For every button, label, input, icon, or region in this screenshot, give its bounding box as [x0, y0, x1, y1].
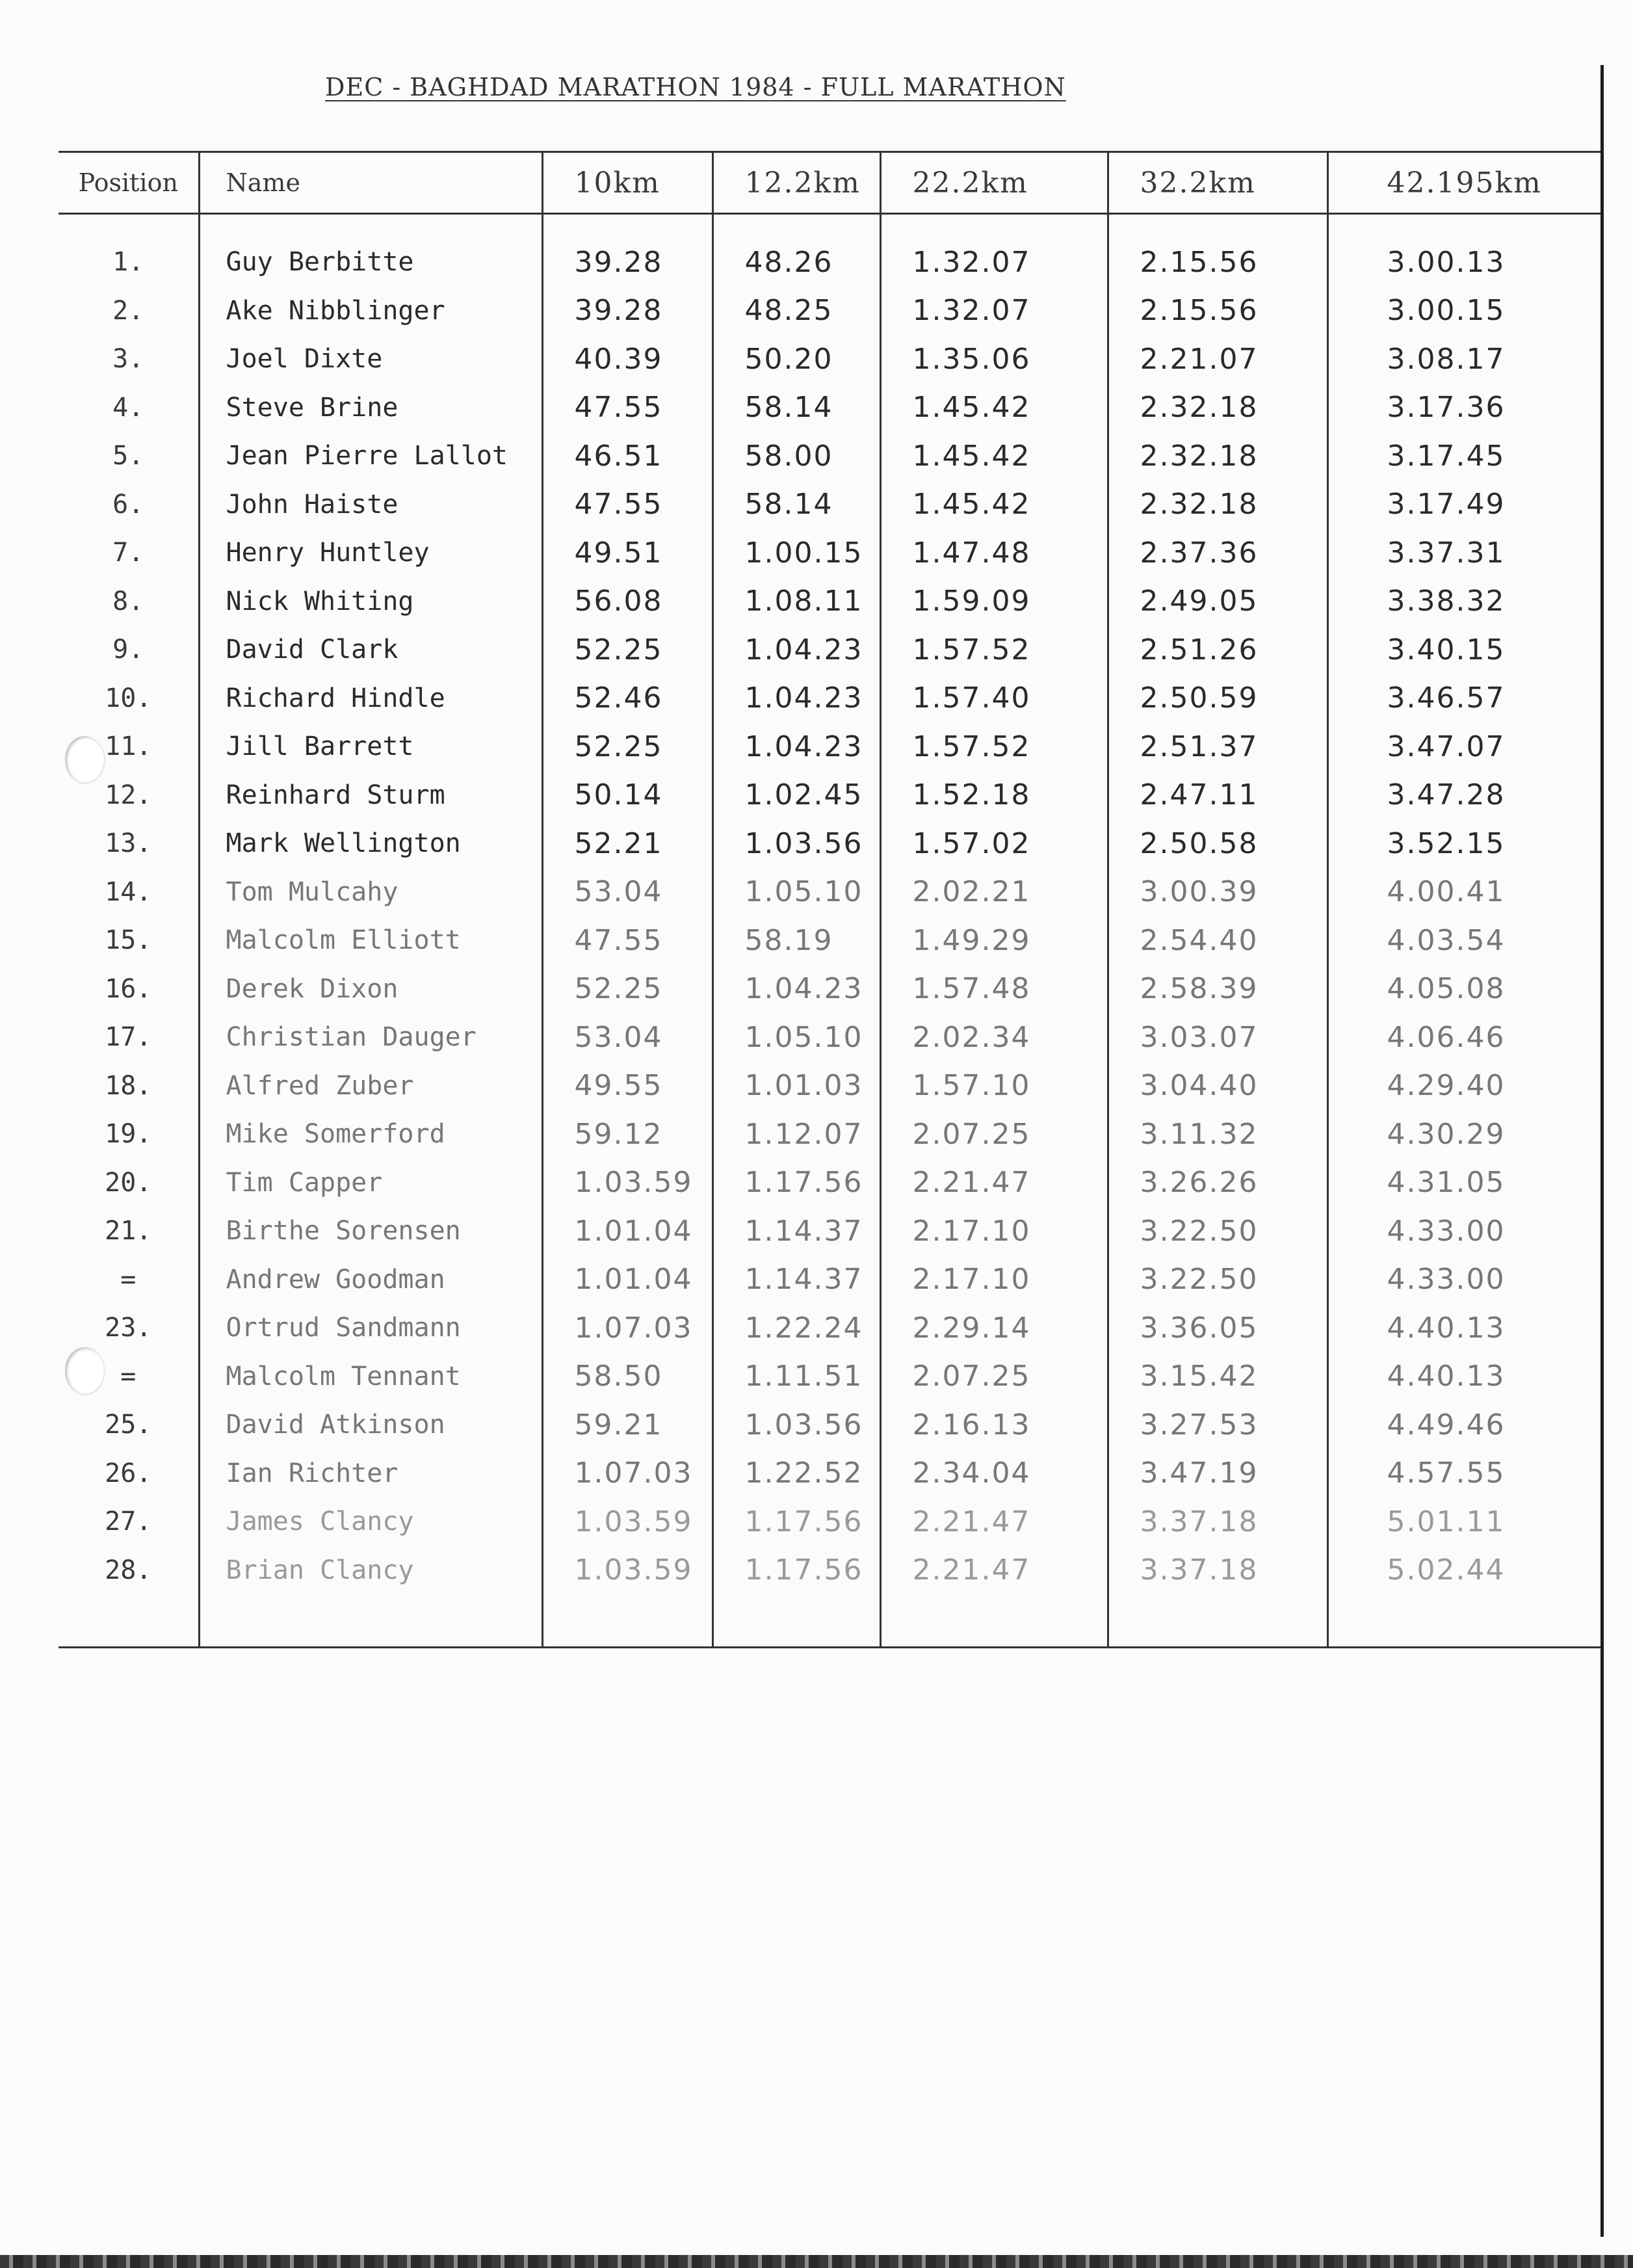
table-row [59, 1546, 1600, 1595]
split-32-2km-cell: 2.32.18 [1108, 432, 1327, 481]
position-cell: 12. [105, 780, 152, 810]
split-32-2km-cell: 3.37.18 [1108, 1546, 1327, 1595]
split-32-2km-cell: 2.37.36 [1108, 529, 1327, 577]
table-row [59, 335, 1600, 384]
position-cell: 8. [112, 586, 144, 616]
runner-name-cell: James Clancy [199, 1497, 542, 1546]
finish-time-cell: 4.57.55 [1327, 1449, 1600, 1498]
split-12-2km-cell: 50.20 [712, 335, 880, 384]
runner-name-cell: Brian Clancy [199, 1546, 542, 1595]
split-22-2km-cell: 2.21.47 [880, 1546, 1108, 1595]
split-10km-cell: 59.12 [542, 1110, 712, 1159]
split-12-2km-cell: 1.01.03 [712, 1062, 880, 1111]
split-12-2km-cell: 1.17.56 [712, 1159, 880, 1207]
finish-time-cell: 4.05.08 [1327, 965, 1600, 1014]
runner-name-cell: John Haiste [199, 481, 542, 529]
runner-name-cell: Henry Huntley [199, 529, 542, 577]
split-32-2km-cell: 2.32.18 [1108, 384, 1327, 432]
split-22-2km-cell: 1.45.42 [880, 432, 1108, 481]
runner-name-cell: David Atkinson [199, 1401, 542, 1449]
split-22-2km-cell: 2.02.21 [880, 868, 1108, 917]
split-32-2km-cell: 2.32.18 [1108, 481, 1327, 529]
runner-name-cell: Joel Dixte [199, 335, 542, 384]
runner-name-cell: Alfred Zuber [199, 1062, 542, 1111]
table-row [59, 1401, 1600, 1449]
split-12-2km-cell: 1.22.24 [712, 1304, 880, 1352]
split-22-2km-cell: 1.57.10 [880, 1062, 1108, 1111]
split-12-2km-cell: 1.00.15 [712, 529, 880, 577]
finish-time-cell: 3.00.13 [1327, 238, 1600, 287]
split-22-2km-cell: 2.21.47 [880, 1497, 1108, 1546]
finish-time-cell: 5.01.11 [1327, 1497, 1600, 1546]
header-name: Name [199, 152, 542, 214]
runner-name-cell: Tim Capper [199, 1159, 542, 1207]
position-cell: 5. [112, 441, 144, 471]
position-cell: 23. [105, 1313, 152, 1343]
split-10km-cell: 1.01.04 [542, 1207, 712, 1256]
split-22-2km-cell: 1.57.40 [880, 674, 1108, 723]
position-cell: 15. [105, 925, 152, 956]
split-10km-cell: 47.55 [542, 916, 712, 965]
split-12-2km-cell: 58.14 [712, 384, 880, 432]
split-10km-cell: 1.07.03 [542, 1449, 712, 1498]
runner-name-cell: Ian Richter [199, 1449, 542, 1498]
split-22-2km-cell: 1.45.42 [880, 481, 1108, 529]
split-32-2km-cell: 3.37.18 [1108, 1497, 1327, 1546]
split-22-2km-cell: 2.07.25 [880, 1110, 1108, 1159]
runner-name-cell: Birthe Sorensen [199, 1207, 542, 1256]
table-row [59, 722, 1600, 771]
split-22-2km-cell: 2.02.34 [880, 1013, 1108, 1062]
split-12-2km-cell: 1.03.56 [712, 819, 880, 868]
position-cell: 7. [112, 538, 144, 568]
split-22-2km-cell: 2.17.10 [880, 1256, 1108, 1304]
split-32-2km-cell: 3.04.40 [1108, 1062, 1327, 1111]
finish-time-cell: 3.08.17 [1327, 335, 1600, 384]
split-10km-cell: 52.25 [542, 722, 712, 771]
split-12-2km-cell: 58.19 [712, 916, 880, 965]
position-cell: 2. [112, 295, 144, 326]
document-title: DEC - BAGHDAD MARATHON 1984 - FULL MARATHON [325, 73, 1066, 101]
split-32-2km-cell: 2.50.59 [1108, 674, 1327, 723]
finish-time-cell: 3.46.57 [1327, 674, 1600, 723]
split-32-2km-cell: 3.26.26 [1108, 1159, 1327, 1207]
split-12-2km-cell: 58.14 [712, 481, 880, 529]
split-10km-cell: 56.08 [542, 577, 712, 626]
split-22-2km-cell: 2.16.13 [880, 1401, 1108, 1449]
split-32-2km-cell: 2.15.56 [1108, 287, 1327, 336]
split-10km-cell: 1.07.03 [542, 1304, 712, 1352]
runner-name-cell: Mark Wellington [199, 819, 542, 868]
split-22-2km-cell: 1.45.42 [880, 384, 1108, 432]
split-22-2km-cell: 1.57.48 [880, 965, 1108, 1014]
finish-time-cell: 4.00.41 [1327, 868, 1600, 917]
split-10km-cell: 1.01.04 [542, 1256, 712, 1304]
split-10km-cell: 1.03.59 [542, 1497, 712, 1546]
header-10km: 10km [542, 152, 712, 214]
position-cell: 1. [112, 247, 144, 278]
position-cell: 25. [105, 1410, 152, 1440]
split-32-2km-cell: 2.21.07 [1108, 335, 1327, 384]
split-22-2km-cell: 2.07.25 [880, 1352, 1108, 1401]
split-10km-cell: 39.28 [542, 238, 712, 287]
finish-time-cell: 4.33.00 [1327, 1207, 1600, 1256]
header-position: Position [59, 152, 199, 214]
position-cell: 3. [112, 344, 144, 375]
table-row [59, 771, 1600, 820]
split-10km-cell: 47.55 [542, 384, 712, 432]
split-12-2km-cell: 1.05.10 [712, 868, 880, 917]
split-22-2km-cell: 1.32.07 [880, 287, 1108, 336]
split-12-2km-cell: 1.02.45 [712, 771, 880, 820]
finish-time-cell: 4.29.40 [1327, 1062, 1600, 1111]
split-32-2km-cell: 3.11.32 [1108, 1110, 1327, 1159]
runner-name-cell: Christian Dauger [199, 1013, 542, 1062]
split-22-2km-cell: 1.35.06 [880, 335, 1108, 384]
split-32-2km-cell: 2.49.05 [1108, 577, 1327, 626]
split-22-2km-cell: 2.17.10 [880, 1207, 1108, 1256]
split-22-2km-cell: 1.57.52 [880, 626, 1108, 674]
table-row [59, 1110, 1600, 1159]
table-row [59, 1449, 1600, 1498]
finish-time-cell: 4.03.54 [1327, 916, 1600, 965]
split-10km-cell: 52.25 [542, 965, 712, 1014]
split-22-2km-cell: 1.57.02 [880, 819, 1108, 868]
split-10km-cell: 1.03.59 [542, 1546, 712, 1595]
runner-name-cell: David Clark [199, 626, 542, 674]
table-row [59, 1013, 1600, 1062]
finish-time-cell: 3.00.15 [1327, 287, 1600, 336]
runner-name-cell: Jean Pierre Lallot [199, 432, 542, 481]
split-32-2km-cell: 3.27.53 [1108, 1401, 1327, 1449]
split-12-2km-cell: 1.22.52 [712, 1449, 880, 1498]
split-22-2km-cell: 1.59.09 [880, 577, 1108, 626]
runner-name-cell: Malcolm Elliott [199, 916, 542, 965]
runner-name-cell: Jill Barrett [199, 722, 542, 771]
split-22-2km-cell: 1.52.18 [880, 771, 1108, 820]
runner-name-cell: Guy Berbitte [199, 238, 542, 287]
position-cell: 28. [105, 1555, 152, 1585]
table-row [59, 432, 1600, 481]
table-row [59, 1352, 1600, 1401]
split-10km-cell: 47.55 [542, 481, 712, 529]
finish-time-cell: 3.52.15 [1327, 819, 1600, 868]
header-12-2km: 12.2km [712, 152, 880, 214]
split-32-2km-cell: 3.00.39 [1108, 868, 1327, 917]
position-cell: 26. [105, 1458, 152, 1488]
position-cell: 17. [105, 1022, 152, 1053]
split-32-2km-cell: 3.22.50 [1108, 1256, 1327, 1304]
split-32-2km-cell: 3.47.19 [1108, 1449, 1327, 1498]
page-edge-shadow-right [1600, 65, 1604, 2237]
runner-name-cell: Derek Dixon [199, 965, 542, 1014]
split-12-2km-cell: 1.04.23 [712, 674, 880, 723]
table-bottom-row [59, 1594, 1600, 1648]
split-10km-cell: 59.21 [542, 1401, 712, 1449]
finish-time-cell: 4.49.46 [1327, 1401, 1600, 1449]
table-row [59, 529, 1600, 577]
split-12-2km-cell: 1.12.07 [712, 1110, 880, 1159]
position-cell: 13. [105, 828, 152, 859]
split-32-2km-cell: 2.15.56 [1108, 238, 1327, 287]
finish-time-cell: 3.47.07 [1327, 722, 1600, 771]
header-row [59, 152, 1600, 214]
table-row [59, 1497, 1600, 1546]
split-12-2km-cell: 1.04.23 [712, 722, 880, 771]
header-42-195km: 42.195km [1327, 152, 1600, 214]
split-12-2km-cell: 48.26 [712, 238, 880, 287]
finish-time-cell: 5.02.44 [1327, 1546, 1600, 1595]
table-row [59, 287, 1600, 336]
split-10km-cell: 49.51 [542, 529, 712, 577]
runner-name-cell: Ortrud Sandmann [199, 1304, 542, 1352]
split-32-2km-cell: 2.58.39 [1108, 965, 1327, 1014]
position-cell: = [120, 1264, 137, 1295]
spacer-row [59, 214, 1600, 239]
table-row [59, 965, 1600, 1014]
finish-time-cell: 3.40.15 [1327, 626, 1600, 674]
split-12-2km-cell: 1.05.10 [712, 1013, 880, 1062]
table-row [59, 238, 1600, 287]
table-row [59, 1159, 1600, 1207]
table-row [59, 1207, 1600, 1256]
split-32-2km-cell: 2.54.40 [1108, 916, 1327, 965]
split-12-2km-cell: 1.03.56 [712, 1401, 880, 1449]
finish-time-cell: 3.37.31 [1327, 529, 1600, 577]
position-cell: 27. [105, 1507, 152, 1537]
split-22-2km-cell: 2.21.47 [880, 1159, 1108, 1207]
table-row [59, 1256, 1600, 1304]
split-10km-cell: 53.04 [542, 868, 712, 917]
split-12-2km-cell: 1.11.51 [712, 1352, 880, 1401]
split-22-2km-cell: 1.32.07 [880, 238, 1108, 287]
split-12-2km-cell: 1.17.56 [712, 1546, 880, 1595]
table-row [59, 1304, 1600, 1352]
runner-name-cell: Mike Somerford [199, 1110, 542, 1159]
split-32-2km-cell: 3.15.42 [1108, 1352, 1327, 1401]
split-10km-cell: 39.28 [542, 287, 712, 336]
split-10km-cell: 50.14 [542, 771, 712, 820]
finish-time-cell: 3.17.49 [1327, 481, 1600, 529]
finish-time-cell: 3.47.28 [1327, 771, 1600, 820]
runner-name-cell: Tom Mulcahy [199, 868, 542, 917]
table-row [59, 577, 1600, 626]
split-10km-cell: 1.03.59 [542, 1159, 712, 1207]
split-12-2km-cell: 1.17.56 [712, 1497, 880, 1546]
split-32-2km-cell: 2.51.37 [1108, 722, 1327, 771]
position-cell: 21. [105, 1216, 152, 1246]
table-row [59, 868, 1600, 917]
split-32-2km-cell: 2.47.11 [1108, 771, 1327, 820]
split-32-2km-cell: 3.03.07 [1108, 1013, 1327, 1062]
finish-time-cell: 3.38.32 [1327, 577, 1600, 626]
finish-time-cell: 3.17.36 [1327, 384, 1600, 432]
header-32-2km: 32.2km [1108, 152, 1327, 214]
runner-name-cell: Nick Whiting [199, 577, 542, 626]
split-12-2km-cell: 1.14.37 [712, 1207, 880, 1256]
finish-time-cell: 4.33.00 [1327, 1256, 1600, 1304]
table-row [59, 626, 1600, 674]
split-22-2km-cell: 1.47.48 [880, 529, 1108, 577]
split-22-2km-cell: 1.49.29 [880, 916, 1108, 965]
runner-name-cell: Malcolm Tennant [199, 1352, 542, 1401]
results-table [59, 151, 1600, 1648]
finish-time-cell: 4.40.13 [1327, 1304, 1600, 1352]
header-22-2km: 22.2km [880, 152, 1108, 214]
split-32-2km-cell: 3.22.50 [1108, 1207, 1327, 1256]
split-22-2km-cell: 2.29.14 [880, 1304, 1108, 1352]
runner-name-cell: Reinhard Sturm [199, 771, 542, 820]
split-22-2km-cell: 2.34.04 [880, 1449, 1108, 1498]
split-10km-cell: 52.46 [542, 674, 712, 723]
table-row [59, 1062, 1600, 1111]
split-12-2km-cell: 58.00 [712, 432, 880, 481]
split-12-2km-cell: 1.04.23 [712, 965, 880, 1014]
position-cell: 19. [105, 1119, 152, 1150]
split-10km-cell: 49.55 [542, 1062, 712, 1111]
runner-name-cell: Steve Brine [199, 384, 542, 432]
position-cell: 10. [105, 683, 152, 713]
table-row [59, 384, 1600, 432]
split-12-2km-cell: 1.14.37 [712, 1256, 880, 1304]
split-22-2km-cell: 1.57.52 [880, 722, 1108, 771]
split-32-2km-cell: 2.50.58 [1108, 819, 1327, 868]
position-cell: 9. [112, 635, 144, 665]
split-10km-cell: 46.51 [542, 432, 712, 481]
split-12-2km-cell: 1.08.11 [712, 577, 880, 626]
runner-name-cell: Ake Nibblinger [199, 287, 542, 336]
position-cell: 20. [105, 1167, 152, 1198]
split-10km-cell: 53.04 [542, 1013, 712, 1062]
finish-time-cell: 4.30.29 [1327, 1110, 1600, 1159]
table-row [59, 819, 1600, 868]
position-cell: 6. [112, 489, 144, 520]
runner-name-cell: Richard Hindle [199, 674, 542, 723]
position-cell: 18. [105, 1070, 152, 1101]
page-edge-shadow-bottom [0, 2255, 1633, 2268]
table-row [59, 916, 1600, 965]
position-cell: 16. [105, 973, 152, 1004]
position-cell: 4. [112, 392, 144, 423]
position-cell: = [120, 1361, 137, 1391]
split-12-2km-cell: 1.04.23 [712, 626, 880, 674]
split-10km-cell: 52.21 [542, 819, 712, 868]
split-10km-cell: 52.25 [542, 626, 712, 674]
finish-time-cell: 4.31.05 [1327, 1159, 1600, 1207]
finish-time-cell: 4.40.13 [1327, 1352, 1600, 1401]
split-10km-cell: 40.39 [542, 335, 712, 384]
runner-name-cell: Andrew Goodman [199, 1256, 542, 1304]
finish-time-cell: 4.06.46 [1327, 1013, 1600, 1062]
position-cell: 14. [105, 877, 152, 907]
split-32-2km-cell: 3.36.05 [1108, 1304, 1327, 1352]
split-10km-cell: 58.50 [542, 1352, 712, 1401]
split-12-2km-cell: 48.25 [712, 287, 880, 336]
table-row [59, 674, 1600, 723]
finish-time-cell: 3.17.45 [1327, 432, 1600, 481]
split-32-2km-cell: 2.51.26 [1108, 626, 1327, 674]
position-cell: 11. [105, 732, 152, 762]
table-row [59, 481, 1600, 529]
